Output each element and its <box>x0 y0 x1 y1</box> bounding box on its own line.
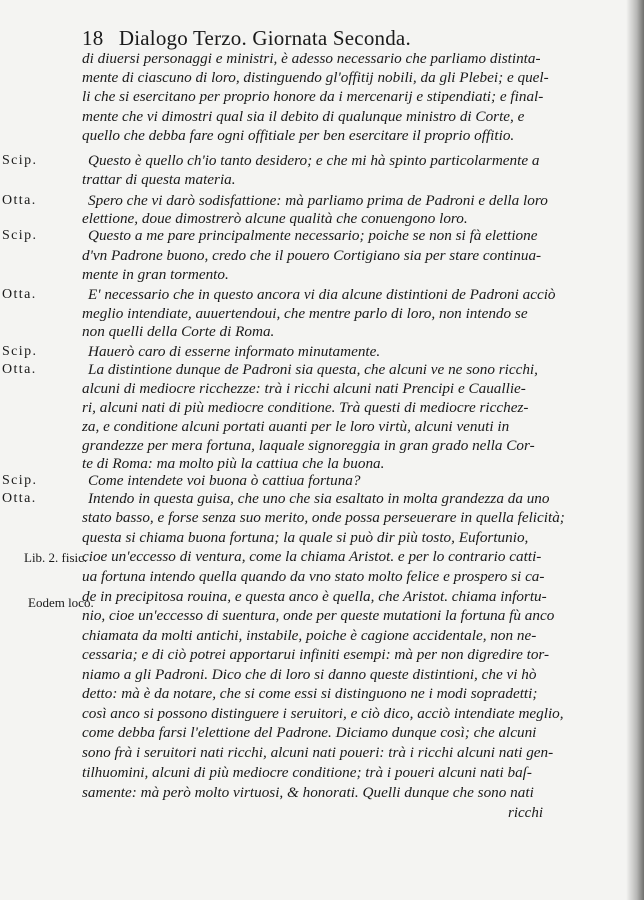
speaker-label: Scip. <box>2 473 38 488</box>
text-line: questa si chiama buona fortuna; la quale si può dir più tosto, Eufortunio, <box>82 529 529 546</box>
text-line: Come intendete voi buona ò cattiua fortuna? <box>88 472 361 489</box>
running-header <box>82 26 411 51</box>
text-line: così anco si possono distinguere i seruitori, e ciò dico, acciò intendiate meglio, <box>82 705 564 722</box>
text-line: stato basso, e forse senza suo merito, onde possa perseuerare in quella felicità; <box>82 509 565 526</box>
speaker-label: Otta. <box>2 362 37 377</box>
text-line: Spero che vi darò sodisfattione: mà parliamo prima de Padroni e della loro <box>88 192 548 209</box>
text-line: quello che debba fare ogni offitiale per ben esercitare il proprio offitio. <box>82 127 515 144</box>
text-line: sono frà i seruitori nati ricchi, alcuni nati poueri: trà i ricchi alcuni nati gen- <box>82 744 554 761</box>
speaker-label: Otta. <box>2 287 37 302</box>
running-title: Dialogo Terzo. Giornata Seconda. <box>118 26 411 50</box>
text-line: trattar di questa materia. <box>82 171 236 188</box>
text-line: grandezze per mera fortuna, laquale signoreggia in gran grado nella Cor- <box>82 437 535 454</box>
speaker-label: Otta. <box>2 491 37 506</box>
catchword: ricchi <box>508 805 543 821</box>
text-line: meglio intendiate, auuertendoui, che mentre parlo di loro, non intendo se <box>82 305 528 322</box>
text-line: ri, alcuni nati di più mediocre conditione. Trà questi di mediocre ricchez- <box>82 399 529 416</box>
speaker-label: Scip. <box>2 228 38 243</box>
text-line: di diuersi personaggi e ministri, è adesso necessario che parliamo distinta- <box>82 50 541 67</box>
text-line: Hauerò caro di esserne informato minutamente. <box>88 343 381 360</box>
text-line: cessaria; e di ciò potrei apportarui infiniti esempi: mà per non digredire tor- <box>82 646 550 663</box>
text-line: ua fortuna intendo quella quando da vno stato molto felice e prospero si ca- <box>82 568 545 585</box>
text-line: come debba farsi l'elettione del Padrone. Diciamo dunque così; che alcuni <box>82 724 537 741</box>
text-line: niamo a gli Padroni. Dico che di loro si danno queste distintioni, che vi hò <box>82 666 537 683</box>
text-line: detto: mà è da notare, che si come essi si distinguono ne i modi sopradetti; <box>82 685 538 702</box>
text-line: mente di ciascuno di loro, distinguendo gl'offitij nobili, da gli Plebei; e quel- <box>82 69 549 86</box>
text-line: Questo a me pare principalmente necessario; poiche se non si fà elettione <box>88 227 538 244</box>
text-line: nio, cioe un'eccesso di suentura, onde per queste mutationi la fortuna fù anco <box>82 607 555 624</box>
speaker-label: Scip. <box>2 153 38 168</box>
text-line: La distintione dunque de Padroni sia questa, che alcuni ve ne sono ricchi, <box>88 361 538 378</box>
text-line: chiamata da molti antichi, instabile, poiche è cagione accidentale, non ne- <box>82 627 537 644</box>
text-line: za, e conditione alcuni portati auanti per le loro virtù, alcuni venuti in <box>82 418 510 435</box>
page-number: 18 <box>82 26 104 50</box>
text-line: li che si esercitano per proprio honore da i mercenarij e stipendiati; e final- <box>82 88 544 105</box>
text-line: samente: mà però molto virtuosi, & honorati. Quelli dunque che sono nati <box>82 784 534 801</box>
speaker-label: Otta. <box>2 193 37 208</box>
margin-note: Eodem loco. <box>28 595 94 610</box>
page-edge-shadow <box>626 0 644 900</box>
text-line: Questo è quello ch'io tanto desidero; e che mi hà spinto particolarmente a <box>88 152 540 169</box>
text-line: E' necessario che in questo ancora vi dia alcune distintioni de Padroni acciò <box>88 286 556 303</box>
text-line: elettione, doue dimostrerò alcune qualità che conuengono loro. <box>82 210 468 227</box>
text-line: d'vn Padrone buono, credo che il pouero Cortigiano sia per stare continua- <box>82 247 542 264</box>
text-line: mente che vi dimostri qual sia il debito di qualunque ministro di Corte, e <box>82 108 525 125</box>
margin-note: Lib. 2. fisic. <box>24 550 88 565</box>
text-line: mente in gran tormento. <box>82 266 229 283</box>
text-line: de in precipitosa rouina, e questa anco è quella, che Aristot. chiama infortu- <box>82 588 547 605</box>
text-line: non quelli della Corte di Roma. <box>82 323 275 340</box>
speaker-label: Scip. <box>2 344 38 359</box>
text-line: Intendo in questa guisa, che uno che sia esaltato in molta grandezza da uno <box>88 490 550 507</box>
text-line: alcuni di mediocre ricchezze: trà i ricchi alcuni nati Prencipi e Caualliе- <box>82 380 526 397</box>
text-line: te di Roma: ma molto più la cattiua che la buona. <box>82 455 385 472</box>
text-line: cioe un'eccesso di ventura, come la chiama Aristot. e per lo contrario catti- <box>82 548 542 565</box>
text-line: tilhuomini, alcuni di più mediocre conditione; trà i poueri alcuni nati baſ- <box>82 764 532 781</box>
